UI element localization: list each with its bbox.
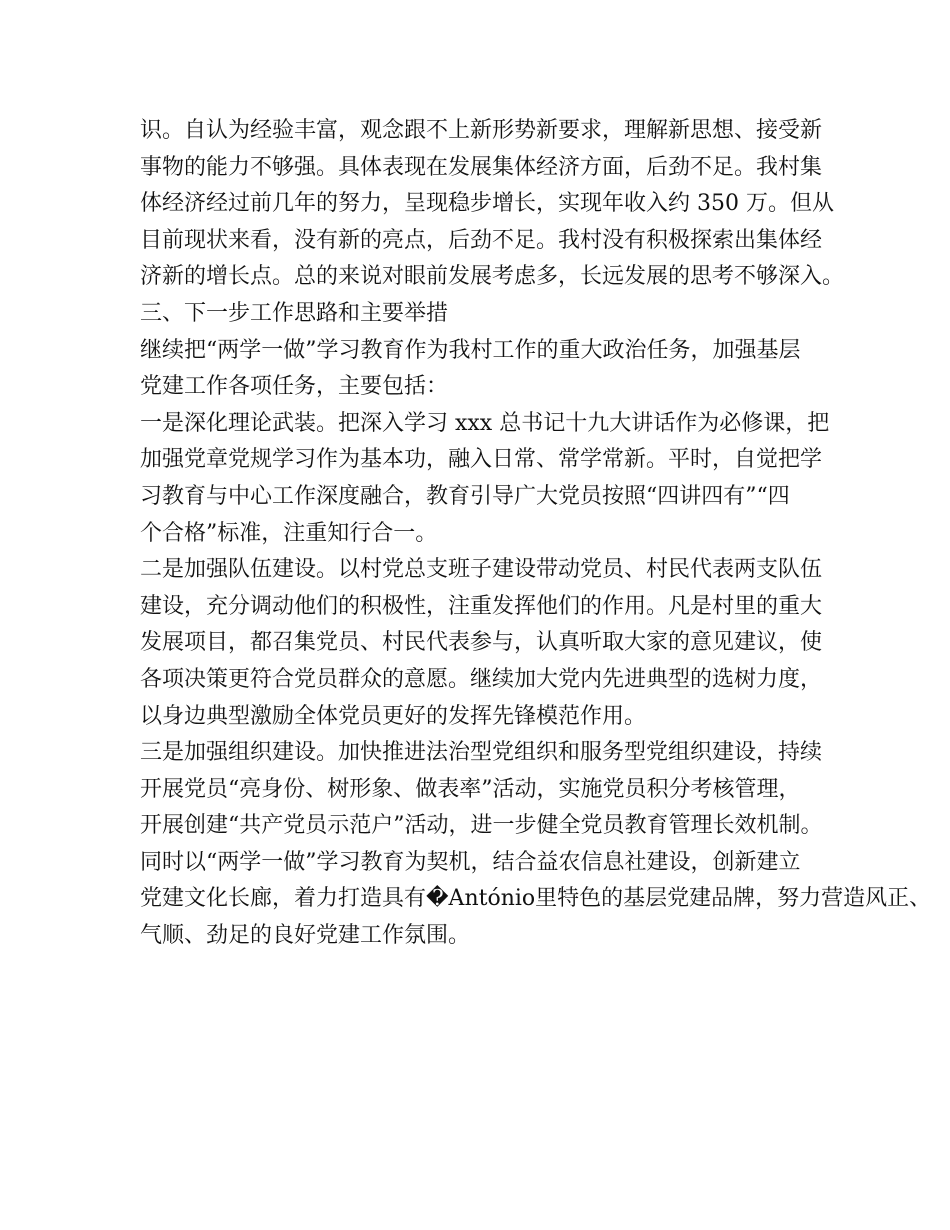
body-line: 发展项目，都召集党员、村民代表参与，认真听取大家的意见建议，使 [140,630,823,656]
document-body [140,113,932,955]
body-line: 气顺、劲足的良好党建工作氛围。 [140,923,471,949]
body-line: 一是深化理论武装。把深入学习 xxx 总书记十九大讲话作为必修课，把 [140,410,830,436]
body-line: 开展创建“共产党员示范户”活动，进一步健全党员教育管理长效机制。 [140,813,823,839]
body-line: 同时以“两学一做”学习教育为契机，结合益农信息社建设，创新建立 [140,849,801,875]
body-line: 个合格”标准，注重知行合一。 [140,520,438,546]
body-line: 建设，充分调动他们的积极性，注重发挥他们的作用。凡是村里的重大 [140,593,823,619]
body-line: 加强党章党规学习作为基本功，融入日常、常学常新。平时，自觉把学 [140,447,823,473]
body-line: 习教育与中心工作深度融合，教育引导广大党员按照“四讲四有”“四 [140,483,790,509]
body-line: 继续把“两学一做”学习教育作为我村工作的重大政治任务，加强基层 [140,337,801,363]
body-line: 开展党员“亮身份、树形象、做表率”活动，实施党员积分考核管理， [140,776,801,802]
body-line: 各项决策更符合党员群众的意愿。继续加大党内先进典型的选树力度， [140,666,823,692]
body-line: 济新的增长点。总的来说对眼前发展考虑多，长远发展的思考不够深入。 [140,264,845,290]
body-line: 三是加强组织建设。加快推进法治型党组织和服务型党组织建设，持续 [140,740,823,766]
body-line: 目前现状来看，没有新的亮点，后劲不足。我村没有积极探索出集体经 [140,227,823,253]
body-line: 党建文化长廊，着力打造具有�António里特色的基层党建品牌，努力营造风正、 [140,886,932,912]
body-line: 以身边典型激励全体党员更好的发挥先锋模范作用。 [140,703,647,729]
body-line: 二是加强队伍建设。以村党总支班子建设带动党员、村民代表两支队伍 [140,557,823,583]
body-line: 党建工作各项任务，主要包括： [140,374,449,400]
body-line: 事物的能力不够强。具体表现在发展集体经济方面，后劲不足。我村集 [140,154,823,180]
body-line: 体经济经过前几年的努力，呈现稳步增长，实现年收入约 350 万。但从 [140,191,834,217]
section-heading: 三、下一步工作思路和主要举措 [140,300,449,326]
body-line: 识。自认为经验丰富，观念跟不上新形势新要求，理解新思想、接受新 [140,118,823,143]
